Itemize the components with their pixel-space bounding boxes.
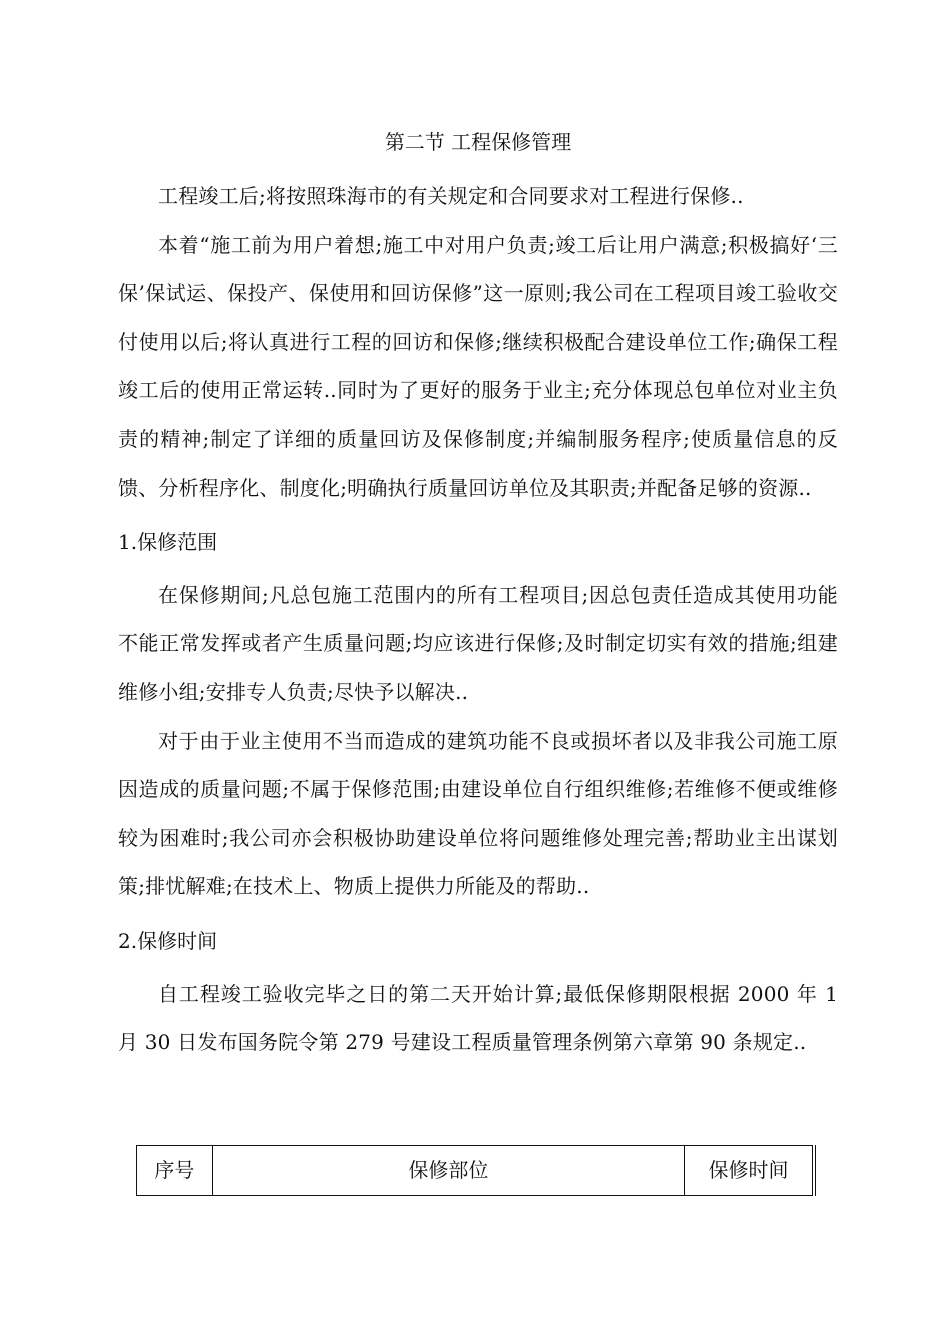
header-cell-time: 保修时间 <box>684 1146 814 1196</box>
intro-paragraph-1: 工程竣工后;将按照珠海市的有关规定和合同要求对工程进行保修.. <box>158 184 744 208</box>
intro-paragraph-2: 本着“施工前为用户着想;施工中对用户负责;竣工后让用户满意;积极搞好‘三保’保试运、保投产、保使用和回访保修”这一原则;我公司在工程项目竣工验收交付使用以后;将认真进行工程的回访和保修;继续积极配合建设单位工作;确保工程竣工后的使用正常运转..同时为了更好的服务于业主;充分体现总包单位对业主负责的精神;制定了详细的质量回访及保修制度;并编制服务程序;使质量信息的反馈、分析程序化、制度化;明确执行质量回访单位及其职责;并配备足够的资源.. <box>118 232 838 500</box>
page-title: 第二节 工程保修管理 <box>384 130 572 154</box>
warranty-table <box>136 1145 816 1196</box>
section1-paragraph-1: 在保修期间;凡总包施工范围内的所有工程项目;因总包责任造成其使用功能不能正常发挥或者产生质量问题;均应该进行保修;及时制定切实有效的措施;组建维修小组;安排专人负责;尽快予以解决.. <box>118 582 838 704</box>
table-header-row <box>137 1146 815 1196</box>
header-cell-number: 序号 <box>137 1146 213 1196</box>
section2-paragraph-1: 自工程竣工验收完毕之日的第二天开始计算;最低保修期限根据 2000 年 1 月 30 日发布国务院令第 279 号建设工程质量管理条例第六章第 90 条规定.. <box>118 981 838 1055</box>
header-cell-part: 保修部位 <box>212 1146 684 1196</box>
section-heading-warranty-scope: 1.保修范围 <box>118 530 218 555</box>
section1-paragraph-2: 对于由于业主使用不当而造成的建筑功能不良或损坏者以及非我公司施工原因造成的质量问题;不属于保修范围;由建设单位自行组织维修;若维修不便或维修较为困难时;我公司亦会积极协助建设单位将问题维修处理完善;帮助业主出谋划策;排忧解难;在技术上、物质上提供力所能及的帮助.. <box>118 728 838 899</box>
section-heading-warranty-time: 2.保修时间 <box>118 928 218 953</box>
document-page <box>118 118 838 1067</box>
